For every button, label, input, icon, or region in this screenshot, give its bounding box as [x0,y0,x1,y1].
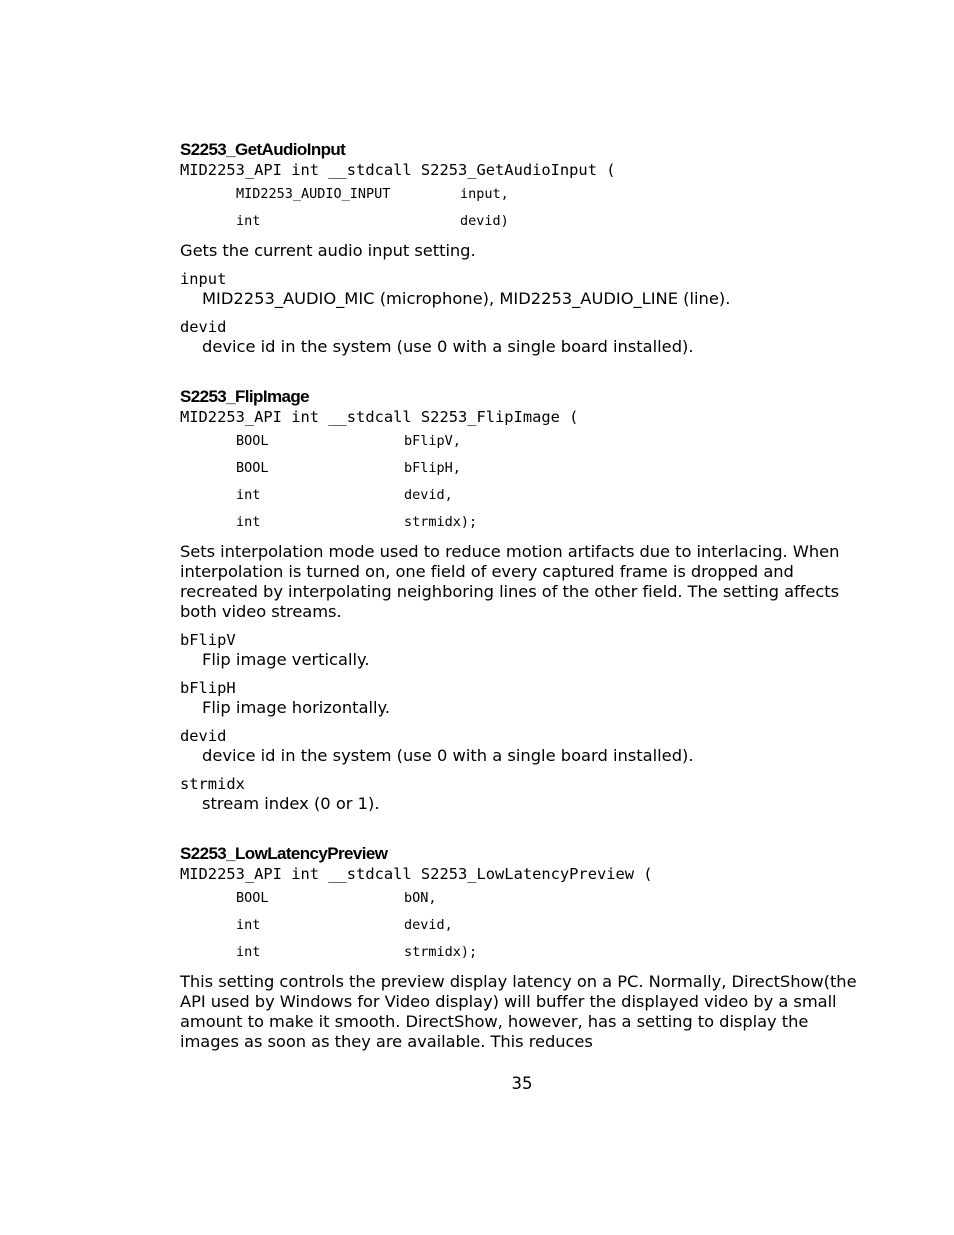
parameter-name: strmidx); [404,514,478,531]
parameter-type: BOOL [236,432,269,449]
parameter-type: int [236,514,261,531]
term-name: bFlipV [180,630,236,649]
parameter-name: strmidx); [404,944,478,961]
parameter-name: devid) [460,213,509,230]
parameter-row [236,917,870,944]
parameter-list [236,433,870,542]
term-description: device id in the system (use 0 with a single board installed). [202,336,694,356]
parameter-row [236,186,870,213]
parameter-name: bFlipV, [404,432,461,449]
function-description: Sets interpolation mode used to reduce motion artifacts due to interlacing. When interpolation is turned on, one field of every captured frame is dropped and recreated by interpolating neighboring lines of the other field. The setting affects both video streams. [180,541,840,621]
function-description: This setting controls the preview display latency on a PC. Normally, DirectShow(the API used by Windows for Video display) will buffer the displayed video by a small amount to make it smooth. DirectShow, however, has a setting to display the images as soon as they are available. This reduces [180,971,857,1051]
parameter-type: int [236,213,261,230]
parameter-type: int [236,944,261,961]
function-signature: MID2253_API int __stdcall S2253_FlipImage ( [180,407,579,426]
parameter-row [236,433,870,460]
term-description: device id in the system (use 0 with a single board installed). [202,745,694,765]
parameter-row [236,514,870,541]
term-name: input [180,269,227,288]
page-number: 35 [511,1074,533,1093]
term-description: MID2253_AUDIO_MIC (microphone), MID2253_AUDIO_LINE (line). [202,288,731,308]
parameter-type: BOOL [236,459,269,476]
section-heading: S2253_GetAudioInput [180,140,346,159]
parameter-type: MID2253_AUDIO_INPUT [236,186,391,202]
document-page [180,140,870,1082]
parameter-type: int [236,487,261,504]
parameter-name: bON, [404,889,437,906]
parameter-list [236,890,870,972]
parameter-type: int [236,917,261,934]
term-description: stream index (0 or 1). [202,793,380,813]
term-description: Flip image horizontally. [202,697,391,717]
parameter-row [236,213,870,240]
term-name: bFlipH [180,678,236,697]
parameter-list [236,186,870,241]
function-signature: MID2253_API int __stdcall S2253_LowLatencyPreview ( [180,864,653,883]
term-name: devid [180,726,227,745]
parameter-row [236,460,870,487]
parameter-type: BOOL [236,889,269,906]
function-description: Gets the current audio input setting. [180,240,476,260]
term-name: devid [180,317,227,336]
section-low-latency-preview [180,844,870,1052]
parameter-name: devid, [404,487,453,504]
section-heading: S2253_LowLatencyPreview [180,843,388,863]
parameter-name: bFlipH, [404,459,461,476]
term-description: Flip image vertically. [202,649,370,669]
section-flip-image [180,387,870,814]
term-name: strmidx [180,774,245,793]
function-signature: MID2253_API int __stdcall S2253_GetAudioInput ( [180,161,616,179]
parameter-row [236,890,870,917]
parameter-row [236,487,870,514]
section-heading: S2253_FlipImage [180,386,309,406]
parameter-name: input, [460,186,509,202]
parameter-row [236,944,870,971]
parameter-name: devid, [404,917,453,934]
section-get-audio-input [180,140,870,357]
